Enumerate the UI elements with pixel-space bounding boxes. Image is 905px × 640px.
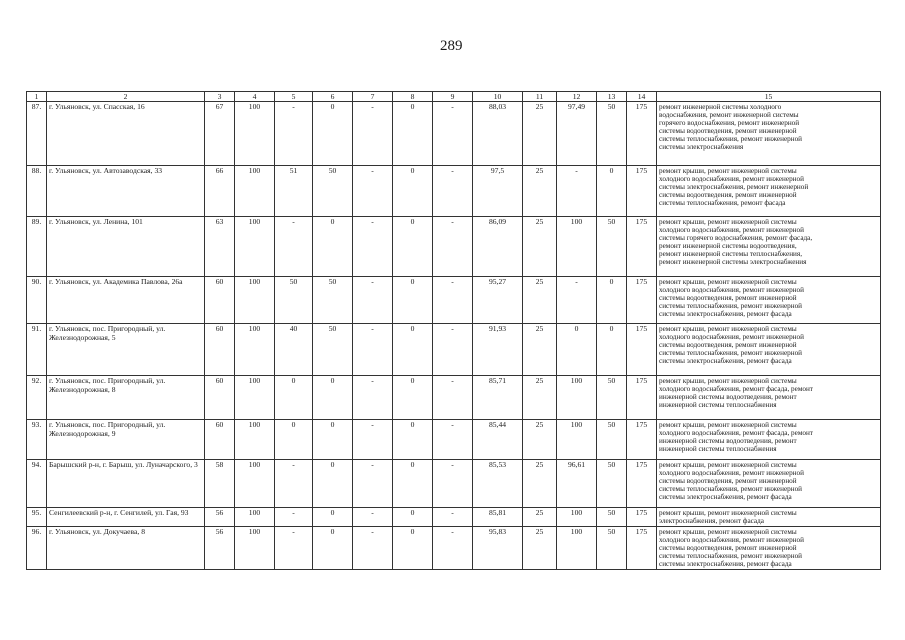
column-header: 8 bbox=[393, 92, 433, 102]
value-cell: 88,03 bbox=[473, 102, 523, 166]
works-line: ремонт крыши, ремонт инженерной системы bbox=[659, 325, 797, 333]
works-line: системы электроснабжения, ремонт фасада bbox=[659, 310, 792, 319]
value-cell: 100 bbox=[235, 420, 275, 460]
value-cell: 100 bbox=[235, 527, 275, 570]
address-cell: г. Ульяновск, пос. Пригородный, ул. Железнодорожная, 9 bbox=[47, 420, 205, 460]
value-cell: - bbox=[353, 217, 393, 277]
works-line: холодного водоснабжения, ремонт инженерной bbox=[659, 469, 804, 478]
works-line: системы электроснабжения, ремонт фасада bbox=[659, 560, 792, 569]
table-row bbox=[27, 324, 881, 376]
value-cell: 100 bbox=[235, 102, 275, 166]
header-row bbox=[27, 92, 881, 102]
value-cell: 95,27 bbox=[473, 277, 523, 324]
value-cell: 0 bbox=[313, 102, 353, 166]
works-line: ремонт крыши, ремонт инженерной системы bbox=[659, 461, 797, 469]
value-cell: - bbox=[275, 508, 313, 527]
value-cell: 0 bbox=[393, 217, 433, 277]
value-cell: 67 bbox=[205, 102, 235, 166]
value-cell: 0 bbox=[393, 277, 433, 324]
works-line: водоснабжения, ремонт инженерной системы bbox=[659, 111, 799, 120]
works-line: системы водоотведения, ремонт инженерной bbox=[659, 477, 797, 486]
address-cell: г. Ульяновск, ул. Академика Павлова, 26а bbox=[47, 277, 205, 324]
address-cell: Сенгилеевский р-н, г. Сенгилей, ул. Гая, 93 bbox=[47, 508, 205, 527]
value-cell: 0 bbox=[313, 460, 353, 508]
value-cell: 0 bbox=[393, 324, 433, 376]
value-cell: - bbox=[557, 277, 597, 324]
table-row bbox=[27, 527, 881, 570]
value-cell: 175 bbox=[627, 376, 657, 420]
value-cell: 25 bbox=[523, 420, 557, 460]
value-cell: 100 bbox=[235, 376, 275, 420]
table-row bbox=[27, 376, 881, 420]
column-header: 11 bbox=[523, 92, 557, 102]
works-cell bbox=[657, 324, 881, 376]
works-line: холодного водоснабжения, ремонт инженерной bbox=[659, 286, 804, 295]
works-line: холодного водоснабжения, ремонт фасада, ремонт bbox=[659, 429, 813, 438]
works-line: ремонт инженерной системы водоотведения, bbox=[659, 242, 797, 251]
value-cell: - bbox=[557, 166, 597, 217]
works-line: системы теплоснабжения, ремонт инженерной bbox=[659, 349, 803, 358]
value-cell: 0 bbox=[393, 102, 433, 166]
value-cell: 0 bbox=[597, 324, 627, 376]
value-cell: 100 bbox=[557, 508, 597, 527]
value-cell: 25 bbox=[523, 460, 557, 508]
column-header: 6 bbox=[313, 92, 353, 102]
address-cell: г. Ульяновск, ул. Спасская, 16 bbox=[47, 102, 205, 166]
works-line: системы водоотведения, ремонт инженерной bbox=[659, 294, 797, 303]
value-cell: 100 bbox=[557, 420, 597, 460]
value-cell: 85,71 bbox=[473, 376, 523, 420]
value-cell: 97,5 bbox=[473, 166, 523, 217]
works-line: ремонт инженерной системы теплоснабжения, bbox=[659, 250, 803, 259]
value-cell: - bbox=[433, 217, 473, 277]
address-cell: г. Ульяновск, ул. Автозаводская, 33 bbox=[47, 166, 205, 217]
value-cell: - bbox=[275, 102, 313, 166]
works-cell bbox=[657, 376, 881, 420]
row-number: 92. bbox=[27, 376, 47, 420]
value-cell: 100 bbox=[235, 277, 275, 324]
works-line: холодного водоснабжения, ремонт инженерной bbox=[659, 226, 804, 235]
value-cell: - bbox=[275, 217, 313, 277]
value-cell: 25 bbox=[523, 102, 557, 166]
value-cell: 25 bbox=[523, 324, 557, 376]
value-cell: 175 bbox=[627, 420, 657, 460]
value-cell: 60 bbox=[205, 420, 235, 460]
works-line: системы электроснабжения, ремонт фасада bbox=[659, 493, 792, 502]
address-cell: г. Ульяновск, пос. Пригородный, ул. Железнодорожная, 8 bbox=[47, 376, 205, 420]
value-cell: 0 bbox=[393, 166, 433, 217]
value-cell: 0 bbox=[313, 376, 353, 420]
works-line: системы горячего водоснабжения, ремонт фасада, bbox=[659, 234, 813, 243]
works-line: ремонт крыши, ремонт инженерной системы bbox=[659, 218, 797, 226]
works-line: инженерной системы водоотведения, ремонт bbox=[659, 437, 797, 446]
works-line: системы теплоснабжения, ремонт фасада bbox=[659, 199, 786, 208]
table-row bbox=[27, 217, 881, 277]
table-row bbox=[27, 460, 881, 508]
row-number: 91. bbox=[27, 324, 47, 376]
value-cell: 63 bbox=[205, 217, 235, 277]
row-number: 93. bbox=[27, 420, 47, 460]
works-line: системы электроснабжения, ремонт фасада bbox=[659, 357, 792, 366]
table-row bbox=[27, 166, 881, 217]
value-cell: 0 bbox=[393, 376, 433, 420]
value-cell: 100 bbox=[235, 508, 275, 527]
works-line: холодного водоснабжения, ремонт инженерной bbox=[659, 536, 804, 545]
table-row bbox=[27, 277, 881, 324]
column-header: 7 bbox=[353, 92, 393, 102]
value-cell: 0 bbox=[275, 376, 313, 420]
table-row bbox=[27, 508, 881, 527]
value-cell: - bbox=[353, 527, 393, 570]
value-cell: 100 bbox=[557, 376, 597, 420]
value-cell: 50 bbox=[597, 217, 627, 277]
value-cell: - bbox=[433, 102, 473, 166]
value-cell: 50 bbox=[275, 277, 313, 324]
works-line: системы электроснабжения bbox=[659, 143, 744, 152]
column-header: 13 bbox=[597, 92, 627, 102]
works-line: системы водоотведения, ремонт инженерной bbox=[659, 127, 797, 136]
value-cell: - bbox=[353, 324, 393, 376]
works-line: ремонт крыши, ремонт инженерной системы bbox=[659, 528, 797, 537]
value-cell: 66 bbox=[205, 166, 235, 217]
value-cell: 0 bbox=[393, 527, 433, 570]
value-cell: 0 bbox=[313, 508, 353, 527]
value-cell: 85,81 bbox=[473, 508, 523, 527]
value-cell: 85,53 bbox=[473, 460, 523, 508]
column-header: 10 bbox=[473, 92, 523, 102]
works-line: ремонт крыши, ремонт инженерной системы bbox=[659, 278, 797, 286]
column-header: 3 bbox=[205, 92, 235, 102]
value-cell: 60 bbox=[205, 277, 235, 324]
works-cell bbox=[657, 277, 881, 324]
address-cell: г. Ульяновск, ул. Докучаева, 8 bbox=[47, 527, 205, 570]
value-cell: 25 bbox=[523, 217, 557, 277]
value-cell: - bbox=[433, 460, 473, 508]
value-cell: - bbox=[353, 420, 393, 460]
value-cell: 175 bbox=[627, 102, 657, 166]
works-line: инженерной системы водоотведения, ремонт bbox=[659, 393, 797, 402]
value-cell: - bbox=[433, 324, 473, 376]
works-cell bbox=[657, 420, 881, 460]
value-cell: - bbox=[433, 420, 473, 460]
works-cell bbox=[657, 527, 881, 570]
row-number: 90. bbox=[27, 277, 47, 324]
value-cell: 100 bbox=[235, 460, 275, 508]
value-cell: 0 bbox=[597, 166, 627, 217]
value-cell: 0 bbox=[313, 217, 353, 277]
value-cell: 100 bbox=[235, 217, 275, 277]
works-line: системы теплоснабжения, ремонт инженерной bbox=[659, 135, 803, 144]
page-number: 289 bbox=[440, 38, 463, 54]
value-cell: 0 bbox=[275, 420, 313, 460]
address-cell: г. Ульяновск, пос. Пригородный, ул. Железнодорожная, 5 bbox=[47, 324, 205, 376]
value-cell: 58 bbox=[205, 460, 235, 508]
value-cell: 50 bbox=[597, 102, 627, 166]
value-cell: - bbox=[433, 376, 473, 420]
value-cell: 85,44 bbox=[473, 420, 523, 460]
value-cell: 25 bbox=[523, 277, 557, 324]
works-cell bbox=[657, 460, 881, 508]
value-cell: 0 bbox=[313, 527, 353, 570]
works-line: электроснабжения, ремонт фасада bbox=[659, 517, 764, 526]
address-cell: г. Ульяновск, ул. Ленина, 101 bbox=[47, 217, 205, 277]
value-cell: - bbox=[353, 277, 393, 324]
value-cell: 0 bbox=[557, 324, 597, 376]
value-cell: 97,49 bbox=[557, 102, 597, 166]
value-cell: - bbox=[353, 376, 393, 420]
value-cell: 25 bbox=[523, 508, 557, 527]
works-line: системы теплоснабжения, ремонт инженерной bbox=[659, 552, 803, 561]
value-cell: - bbox=[275, 460, 313, 508]
works-line: инженерной системы теплоснабжения bbox=[659, 401, 777, 410]
address-cell: Барышский р-н, г. Барыш, ул. Луначарского, 3 bbox=[47, 460, 205, 508]
value-cell: 175 bbox=[627, 277, 657, 324]
value-cell: - bbox=[275, 527, 313, 570]
value-cell: 60 bbox=[205, 324, 235, 376]
value-cell: 95,83 bbox=[473, 527, 523, 570]
works-line: ремонт крыши, ремонт инженерной системы bbox=[659, 421, 797, 429]
value-cell: 96,61 bbox=[557, 460, 597, 508]
value-cell: 50 bbox=[597, 527, 627, 570]
value-cell: 100 bbox=[557, 217, 597, 277]
value-cell: 175 bbox=[627, 508, 657, 527]
value-cell: 175 bbox=[627, 166, 657, 217]
works-line: системы водоотведения, ремонт инженерной bbox=[659, 544, 797, 553]
value-cell: 50 bbox=[597, 376, 627, 420]
value-cell: 0 bbox=[393, 508, 433, 527]
row-number: 96. bbox=[27, 527, 47, 570]
works-line: системы электроснабжения, ремонт инженерной bbox=[659, 183, 809, 192]
column-header: 9 bbox=[433, 92, 473, 102]
works-cell bbox=[657, 217, 881, 277]
value-cell: 56 bbox=[205, 508, 235, 527]
value-cell: 56 bbox=[205, 527, 235, 570]
column-header: 1 bbox=[27, 92, 47, 102]
works-line: системы теплоснабжения, ремонт инженерной bbox=[659, 302, 803, 311]
row-number: 95. bbox=[27, 508, 47, 527]
value-cell: 100 bbox=[557, 527, 597, 570]
row-number: 94. bbox=[27, 460, 47, 508]
value-cell: 51 bbox=[275, 166, 313, 217]
value-cell: 50 bbox=[313, 277, 353, 324]
works-line: холодного водоснабжения, ремонт фасада, ремонт bbox=[659, 385, 813, 394]
table-row bbox=[27, 102, 881, 166]
value-cell: 175 bbox=[627, 460, 657, 508]
value-cell: - bbox=[353, 102, 393, 166]
works-cell bbox=[657, 102, 881, 166]
value-cell: 50 bbox=[597, 508, 627, 527]
works-cell bbox=[657, 508, 881, 527]
works-line: системы водоотведения, ремонт инженерной bbox=[659, 341, 797, 350]
value-cell: 50 bbox=[597, 460, 627, 508]
works-line: системы теплоснабжения, ремонт инженерной bbox=[659, 485, 803, 494]
value-cell: - bbox=[433, 527, 473, 570]
value-cell: 50 bbox=[313, 324, 353, 376]
works-line: холодного водоснабжения, ремонт инженерной bbox=[659, 333, 804, 342]
value-cell: 86,09 bbox=[473, 217, 523, 277]
value-cell: 50 bbox=[597, 420, 627, 460]
works-cell bbox=[657, 166, 881, 217]
works-line: инженерной системы теплоснабжения bbox=[659, 445, 777, 454]
value-cell: - bbox=[353, 166, 393, 217]
value-cell: 175 bbox=[627, 217, 657, 277]
works-line: ремонт крыши, ремонт инженерной системы bbox=[659, 167, 797, 175]
row-number: 89. bbox=[27, 217, 47, 277]
works-line: ремонт инженерной системы электроснабжения bbox=[659, 258, 807, 267]
column-header: 12 bbox=[557, 92, 597, 102]
works-line: ремонт крыши, ремонт инженерной системы bbox=[659, 509, 797, 517]
value-cell: 175 bbox=[627, 324, 657, 376]
value-cell: - bbox=[353, 460, 393, 508]
value-cell: 25 bbox=[523, 376, 557, 420]
works-line: ремонт инженерной системы холодного bbox=[659, 103, 782, 111]
works-line: холодного водоснабжения, ремонт инженерной bbox=[659, 175, 804, 184]
column-header: 2 bbox=[47, 92, 205, 102]
column-header: 14 bbox=[627, 92, 657, 102]
row-number: 88. bbox=[27, 166, 47, 217]
value-cell: 0 bbox=[597, 277, 627, 324]
registry-table bbox=[26, 91, 881, 570]
column-header: 5 bbox=[275, 92, 313, 102]
value-cell: 0 bbox=[313, 420, 353, 460]
value-cell: 100 bbox=[235, 166, 275, 217]
table-row bbox=[27, 420, 881, 460]
value-cell: - bbox=[353, 508, 393, 527]
works-line: системы водоотведения, ремонт инженерной bbox=[659, 191, 797, 200]
works-line: ремонт крыши, ремонт инженерной системы bbox=[659, 377, 797, 385]
column-header: 15 bbox=[657, 92, 881, 102]
value-cell: 60 bbox=[205, 376, 235, 420]
value-cell: 100 bbox=[235, 324, 275, 376]
row-number: 87. bbox=[27, 102, 47, 166]
value-cell: 40 bbox=[275, 324, 313, 376]
column-header: 4 bbox=[235, 92, 275, 102]
value-cell: 0 bbox=[393, 460, 433, 508]
value-cell: 25 bbox=[523, 527, 557, 570]
value-cell: 25 bbox=[523, 166, 557, 217]
value-cell: 0 bbox=[393, 420, 433, 460]
works-line: горячего водоснабжения, ремонт инженерной bbox=[659, 119, 800, 128]
value-cell: - bbox=[433, 508, 473, 527]
value-cell: - bbox=[433, 277, 473, 324]
value-cell: 91,93 bbox=[473, 324, 523, 376]
value-cell: 50 bbox=[313, 166, 353, 217]
value-cell: 175 bbox=[627, 527, 657, 570]
value-cell: - bbox=[433, 166, 473, 217]
